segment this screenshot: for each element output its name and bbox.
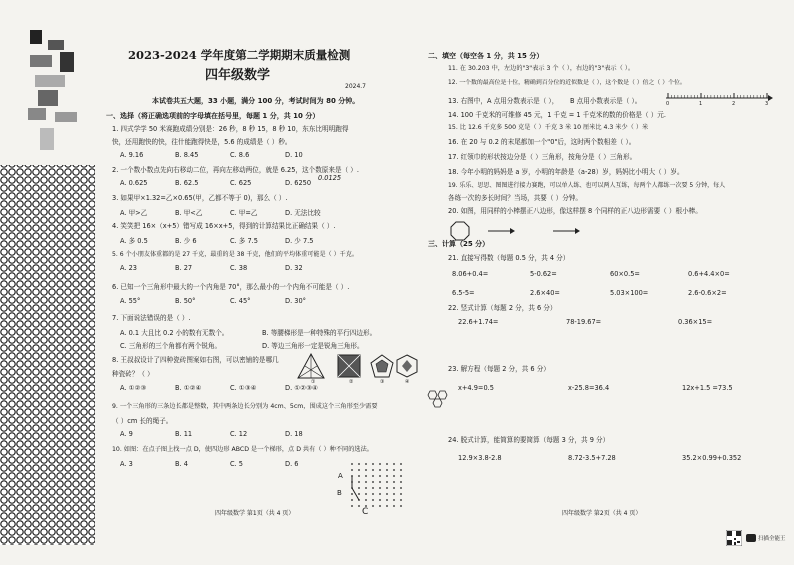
- scanner-watermark: 扫描全能王: [758, 536, 786, 542]
- grid-dot: [365, 463, 367, 465]
- q1-text-a: 1. 四式学学 50 米赛跑成绩分别是：26 秒，8 秒 15，8 秒 10，东东比明明跑得: [112, 125, 349, 133]
- q2-option-d: D. 6250: [285, 179, 312, 187]
- grid-dot: [379, 475, 381, 477]
- q20-text: 20. 如图，用同样的小棒摆正八边形，像这样摆 8 个同样的正八边形需要（ ）根小棒。: [448, 207, 702, 215]
- q5-option-d: D. 32: [285, 264, 303, 272]
- q8-text-b: 种瓷砖？（ ）: [112, 370, 154, 378]
- q9-option-a: A. 9: [120, 430, 133, 438]
- q3-text: 3. 如果甲×1.32=乙×0.65(甲，乙都不等于 0)，那么（ ）.: [112, 194, 288, 202]
- q19-text-b: 各练一次的多长时间？当场，共要（ ）分钟。: [448, 194, 582, 202]
- lattice-pattern-icon: [0, 0, 105, 561]
- grid-dot: [386, 499, 388, 501]
- q6-option-c: C. 45°: [230, 297, 251, 305]
- q4-option-d: D. 少 7.5: [285, 237, 314, 245]
- numline-label-1: 1: [699, 101, 703, 107]
- grid-dot: [351, 493, 353, 495]
- q24-heading: 24. 脱式计算，能简算的要简算（每题 3 分，共 9 分）: [448, 436, 610, 444]
- grid-dot: [400, 499, 402, 501]
- q13-text-b: B 点用小数表示是（ ）。: [570, 97, 642, 105]
- q16-text: 16. 在 20 与 0.2 的末尾都加一个"0"后，这时两个数相差（ ）。: [448, 138, 636, 146]
- q14-text: 14. 100 千克米的可维修 45 元，1 千克 = 1 千克米的数的价格是（ ）元.: [448, 111, 666, 119]
- grid-dot: [379, 463, 381, 465]
- q3-option-b: B. 甲<乙: [175, 209, 203, 217]
- numline-label-0: 0: [666, 101, 670, 107]
- q24-item-3: 35.2×0.99+0.352: [682, 454, 742, 462]
- q12-text: 12. 一个数的最高位是十位，精确到百分位的近似数是（ ），这个数是（ ）倍之（ ）个位。: [448, 80, 686, 86]
- right-footer: 四年级数学 第2页（共 4 页）: [562, 510, 642, 517]
- grid-dot: [351, 505, 353, 507]
- left-footer: 四年级数学 第1页（共 4 页）: [215, 510, 295, 517]
- q22-item-1: 22.6+1.74=: [458, 318, 499, 326]
- numline-label-2: 2: [732, 101, 736, 107]
- grid-dot: [358, 469, 360, 471]
- q9-text-a: 9. 一个三角形的三条边长都是整数，其中两条边长分别为 4cm、5cm，围成这个三角形至少需要: [112, 403, 378, 410]
- q3-option-c: C. 甲=乙: [230, 209, 258, 217]
- grid-dot: [358, 493, 360, 495]
- grid-dot: [379, 499, 381, 501]
- q6-option-b: B. 50°: [175, 297, 196, 305]
- hexagon-doodle-icon: [424, 388, 452, 410]
- grid-dot: [365, 469, 367, 471]
- grid-dot: [400, 475, 402, 477]
- grid-dot: [386, 481, 388, 483]
- right-page: [420, 0, 794, 561]
- q9-text-b: （ ）cm 长的绳子。: [112, 417, 173, 425]
- q4-option-c: C. 多 7.5: [230, 237, 258, 245]
- tile-label-4: ④: [405, 379, 410, 385]
- grid-dot: [365, 499, 367, 501]
- grid-dot: [393, 487, 395, 489]
- q4-option-a: A. 多 0.5: [120, 237, 148, 245]
- q18-text: 18. 今年小明的妈妈是 a 岁，小明的年龄是（a-28）岁，妈妈比小明大（ ）岁。: [448, 168, 684, 176]
- grid-dot: [386, 463, 388, 465]
- grid-dot: [351, 469, 353, 471]
- grid-dot: [372, 499, 374, 501]
- grid-dot: [372, 493, 374, 495]
- q1-text-b: 快，还用跑快的快，往什能跑得快是，5.6 的成绩是（ ）秒。: [112, 138, 292, 146]
- numline-label-3: 3: [765, 101, 769, 107]
- grid-dot: [358, 463, 360, 465]
- dot-grid-figure: [340, 460, 410, 520]
- section-2-heading: 二、填空（每空各 1 分，共 15 分）: [428, 52, 544, 60]
- q4-option-b: B. 少 6: [175, 237, 197, 245]
- grid-dot: [393, 499, 395, 501]
- q7-option-b: B. 等腰梯形是一种特殊的平行四边形。: [262, 329, 377, 337]
- grid-dot: [372, 463, 374, 465]
- grid-dot: [386, 487, 388, 489]
- q24-item-2: 8.72-3.5+7.28: [568, 454, 616, 462]
- grid-dot: [351, 499, 353, 501]
- q6-option-d: D. 30°: [285, 297, 306, 305]
- grid-dot: [393, 505, 395, 507]
- grid-dot: [358, 475, 360, 477]
- q22-heading: 22. 竖式计算（每题 2 分，共 6 分）: [448, 304, 557, 312]
- q8-option-b: B. ①②④: [175, 384, 202, 392]
- q5-option-b: B. 27: [175, 264, 193, 272]
- q2-option-a: A. 0.625: [120, 179, 148, 187]
- section-1-heading: 一、选择（将正确选项前的字母填在括号里，每题 1 分，共 10 分）: [106, 112, 320, 120]
- q7-option-a: A. 0.1 大且比 0.2 小的数有无数个。: [120, 329, 229, 337]
- grid-dot: [372, 487, 374, 489]
- grid-dot: [365, 481, 367, 483]
- grid-dot: [400, 469, 402, 471]
- grid-dot: [393, 481, 395, 483]
- exam-date: 2024.7: [345, 83, 366, 90]
- grid-dot: [386, 475, 388, 477]
- grid-dot: [379, 487, 381, 489]
- grid-dot: [372, 481, 374, 483]
- q19-text-a: 19. 乐乐、思思、图图进行接力赛跑，可以单人练、也可以两人互练，每两个人都练一次要 5 分钟，每人: [448, 182, 726, 189]
- q8-option-c: C. ①③④: [230, 384, 257, 392]
- grid-dot: [365, 493, 367, 495]
- grid-dot: [400, 481, 402, 483]
- q21-item-6: 2.6×40=: [530, 289, 560, 297]
- q10-text: 10. 如图：在点子图上找一点 D，使四边形 ABCD 是一个梯形，点 D 共有（ ）种不同的选法。: [112, 446, 373, 453]
- q1-option-d: D. 10: [285, 151, 303, 159]
- grid-dot: [372, 475, 374, 477]
- number-line-figure: [664, 90, 774, 110]
- q5-text: 5. 6 个小朋友体重都的是 27 千克，最重的是 38 千克，他们的平均体重可能是（ ）千克。: [112, 251, 358, 258]
- grid-dot: [358, 505, 360, 507]
- q9-option-b: B. 11: [175, 430, 193, 438]
- q15-text: 15. 比 12.6 千克多 500 克是（ ）千克 3 米 10 厘米比 4.3 米少（ ）米: [448, 124, 649, 131]
- q22-item-2: 78-19.67=: [566, 318, 602, 326]
- qr-code-icon: [726, 530, 742, 546]
- grid-dot: [393, 493, 395, 495]
- q21-item-4: 0.6+4.4×0=: [688, 270, 730, 278]
- q11-text: 11. 在 30.203 中，左边的"3"表示 3 个（ ），右边的"3"表示（ ）。: [448, 65, 635, 72]
- q24-item-1: 12.9×3.8-2.8: [458, 454, 502, 462]
- q21-item-2: 5-0.62=: [530, 270, 557, 278]
- q6-option-a: A. 55°: [120, 297, 141, 305]
- tile-label-1: ①: [311, 379, 316, 385]
- grid-dot: [372, 505, 374, 507]
- tile-label-2: ②: [349, 379, 354, 385]
- q23-heading: 23. 解方程（每题 2 分，共 6 分）: [448, 365, 550, 373]
- grid-dot: [400, 487, 402, 489]
- q10-option-c: C. 5: [230, 460, 243, 468]
- q22-item-3: 0.36×15=: [678, 318, 713, 326]
- grid-dot: [400, 493, 402, 495]
- point-b-label: B: [337, 489, 342, 497]
- tile-label-3: ③: [380, 379, 385, 385]
- q7-text: 7. 下面说法错误的是（ ）.: [112, 314, 191, 322]
- grid-dot: [358, 481, 360, 483]
- q3-option-a: A. 甲>乙: [120, 209, 148, 217]
- grid-dot: [365, 475, 367, 477]
- q21-item-3: 60×0.5=: [610, 270, 640, 278]
- q2-text: 2. 一个数小数点先向右移动二位，再向左移动两位，就是 6.25，这个数原来是（ ）.: [112, 166, 359, 174]
- grid-dot: [379, 481, 381, 483]
- q10-option-d: D. 6: [285, 460, 299, 468]
- grid-dot: [400, 463, 402, 465]
- q8-text-a: 8. 王叔叔设计了四种瓷砖图案如右图，可以密铺的是哪几: [112, 356, 279, 364]
- q8-option-a: A. ①②③: [120, 384, 147, 392]
- q21-heading: 21. 直接写得数（每题 0.5 分，共 4 分）: [448, 254, 570, 262]
- scanner-logo-icon: [746, 534, 756, 542]
- q4-text: 4. 笑笑把 16×（x+5）错写成 16×x+5，得到的计算结果比正确结果（ ）.: [112, 222, 336, 230]
- exam-note: 本试卷共五大题，33 小题，满分 100 分，考试时间为 80 分钟。: [152, 97, 360, 105]
- grid-dot: [393, 463, 395, 465]
- q1-option-b: B. 8.45: [175, 151, 199, 159]
- grid-dot: [358, 487, 360, 489]
- section-3-heading: 三、计算（25 分）: [428, 240, 490, 248]
- q2-handwriting: 0.0125: [318, 174, 342, 182]
- q1-option-c: C. 8.6: [230, 151, 250, 159]
- q23-item-3: 12x+1.5 =73.5: [682, 384, 733, 392]
- q5-option-a: A. 23: [120, 264, 137, 272]
- q2-option-c: C. 625: [230, 179, 252, 187]
- q10-option-b: B. 4: [175, 460, 188, 468]
- q10-option-a: A. 3: [120, 460, 133, 468]
- grid-dot: [351, 463, 353, 465]
- grid-dot: [386, 469, 388, 471]
- q9-option-d: D. 18: [285, 430, 303, 438]
- q21-item-1: 8.06+0.4=: [452, 270, 489, 278]
- q7-option-d: D. 等边三角形一定是锐角三角形。: [262, 342, 364, 350]
- q21-item-5: 6.5-5=: [452, 289, 475, 297]
- q21-item-8: 2.6-0.6×2=: [688, 289, 727, 297]
- q13-text-a: 13. 右图中，A 点用分数表示是（ ），: [448, 97, 559, 105]
- grid-dot: [386, 493, 388, 495]
- q6-text: 6. 已知一个三角形中最大的一个内角是 70°，那么最小的一个内角不可能是（ ）.: [112, 283, 350, 291]
- grid-dot: [393, 469, 395, 471]
- grid-dot: [365, 487, 367, 489]
- q1-option-a: A. 9.16: [120, 151, 144, 159]
- q17-text: 17. 红领巾的形状按边分是（ ）三角形，按角分是（ ）三角形。: [448, 153, 637, 161]
- grid-dot: [393, 475, 395, 477]
- q9-option-c: C. 12: [230, 430, 248, 438]
- grid-dot: [379, 493, 381, 495]
- q23-item-1: x+4.9=0.5: [458, 384, 494, 392]
- grid-dot: [379, 505, 381, 507]
- q7-option-c: C. 三角形的三个角都有两个锐角。: [120, 342, 222, 350]
- subject-title: 四年级数学: [205, 68, 271, 83]
- q2-option-b: B. 62.5: [175, 179, 199, 187]
- exam-title: 2023-2024 学年度第二学期期末质量检测: [128, 48, 351, 62]
- point-c-label: C: [362, 507, 369, 517]
- point-a-label: A: [338, 472, 343, 480]
- q5-option-c: C. 38: [230, 264, 248, 272]
- segment-abc: [352, 476, 359, 500]
- q8-option-d: D. ①②③④: [285, 384, 318, 392]
- q23-item-2: x-25.8=36.4: [568, 384, 610, 392]
- q3-option-d: D. 无法比较: [285, 209, 321, 217]
- grid-dot: [400, 505, 402, 507]
- grid-dot: [386, 505, 388, 507]
- grid-dot: [372, 469, 374, 471]
- redaction-pattern: [0, 0, 105, 561]
- grid-dot: [379, 469, 381, 471]
- q21-item-7: 5.03×100=: [610, 289, 649, 297]
